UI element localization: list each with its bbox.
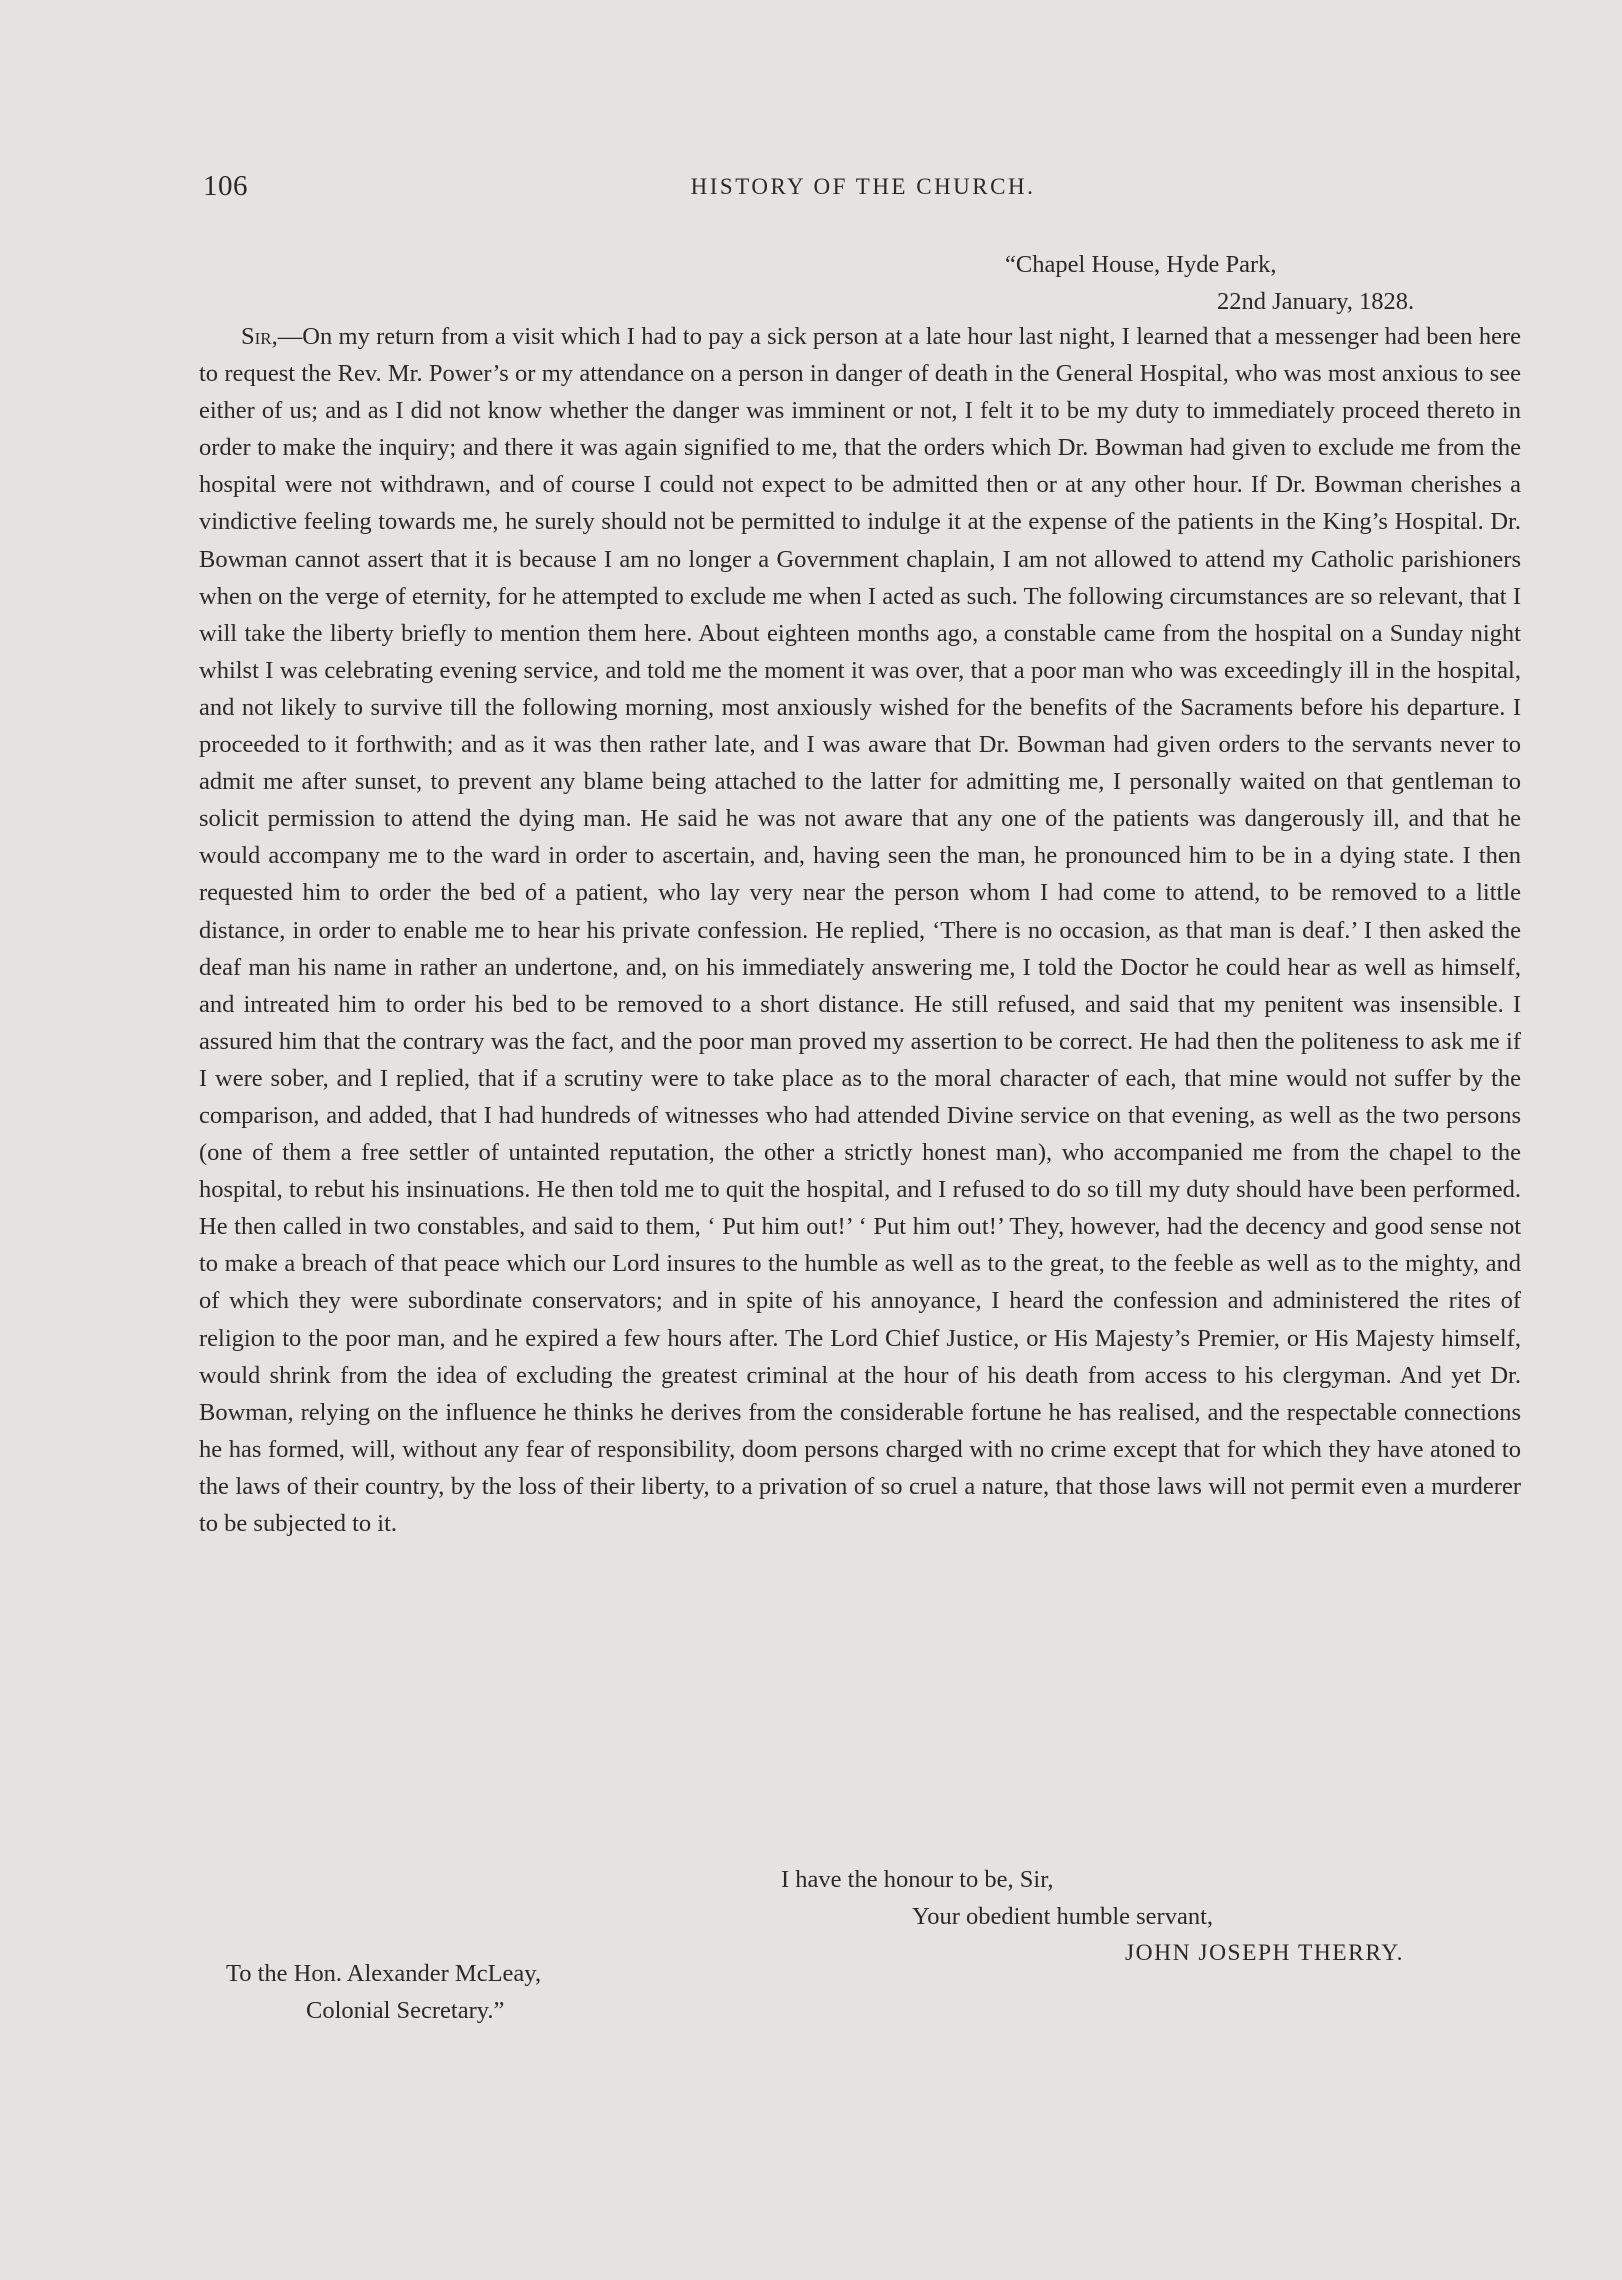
address-line-2: Colonial Secretary.” [306, 1997, 505, 2024]
signature: JOHN JOSEPH THERRY. [1125, 1940, 1405, 1966]
salutation: Sir, [241, 323, 278, 350]
letter-body-text: —On my return from a visit which I had to pay a sick person at a late hour last night, I learned that a messenger had been here to request the Rev. Mr. Power’s or my attendance on a person in danger of death in the General Hospital, who was most anxious to see either of us; and as I did not know whether the danger was imminent or not, I felt it to be my duty to immediately proceed thereto in order to make the inquiry; and there it was again signified to me, that the orders which Dr. Bowman had given to exclude me from the hospital were not withdrawn, and of course I could not expect to be admitted then or at any other hour. If Dr. Bowman cherishes a vindictive feeling towards me, he surely should not be permitted to indulge it at the expense of the patients in the King’s Hospital. Dr. Bowman cannot assert that it is because I am no longer a Government chaplain, I am not allowed to attend my Catholic parishioners when on the verge of eternity, for he attempted to exclude me when I acted as such. The following circumstances are so relevant, that I will take the liberty briefly to mention them here. About eighteen months ago, a constable came from the hospital on a Sunday night whilst I was celebrating evening service, and told me the moment it was over, that a poor man who was exceedingly ill in the hospital, and not likely to survive till the following morning, most anxiously wished for the benefits of the Sacraments before his departure. I proceeded to it forthwith; and as it was then rather late, and I was aware that Dr. Bowman had given orders to the servants never to admit me after sunset, to prevent any blame being attached to the latter for admitting me, I personally waited on that gentleman to solicit permission to attend the dying man. He said he was not aware that any one of the patients was dangerously ill, and that he would accompany me to the ward in order to ascertain, and, having seen the man, he pronounced him to be in a dying state. I then requested him to order the bed of a patient, who lay very near the person whom I had come to attend, to be removed to a little distance, in order to enable me to hear his private confession. He replied, ‘There is no occasion, as that man is deaf.’ I then asked the deaf man his name in rather an undertone, and, on his immediately answering me, I told the Doctor he could hear as well as himself, and intreated him to order his bed to be removed to a short distance. He still refused, and said that my penitent was insensible. I assured him that the contrary was the fact, and the poor man proved my assertion to be correct. He had then the politeness to ask me if I were sober, and I replied, that if a scrutiny were to take place as to the moral character of each, that mine would not suffer by the comparison, and added, that I had hundreds of witnesses who had attended Divine service on that evening, as well as the two persons (one of them a free settler of untainted reputation, the other a strictly honest man), who accompanied me from the chapel to the hospital, to rebut his insinuations. He then told me to quit the hospital, and I refused to do so till my duty should have been performed. He then called in two constables, and said to them, ‘ Put him out!’ ‘ Put him out!’ They, however, had the decency and good sense not to make a breach of that peace which our Lord insures to the humble as well as to the great, to the feeble as well as to the mighty, and of which they were subordinate conservators; and in spite of his annoyance, I heard the confession and administered the rites of religion to the poor man, and he expired a few hours after. The Lord Chief Justice, or His Majesty’s Premier, or His Majesty himself, would shrink from the idea of excluding the greatest criminal at the hour of his death from access to his clergyman. And yet Dr. Bowman, relying on the influence he thinks he derives from the considerable fortune he has realised, and the respectable connections he has formed, will, without any fear of responsibility, doom persons charged with no crime except that for which they have atoned to the laws of their country, by the loss of their liberty, to a privation of so cruel a nature, that those laws will not permit even a murderer to be subjected to it. [199, 323, 1521, 1537]
recipient-address [226, 1955, 541, 2029]
closing-line-2: Your obedient humble servant, [912, 1903, 1213, 1930]
closing-line-1: I have the honour to be, Sir, [781, 1866, 1054, 1893]
dateline-place: “Chapel House, Hyde Park, [1005, 251, 1277, 278]
page-header [203, 170, 1523, 210]
letter-dateline [203, 246, 1523, 320]
letter-body [199, 318, 1521, 1542]
running-title: HISTORY OF THE CHURCH. [690, 174, 1036, 199]
dateline-date: 22nd January, 1828. [1217, 288, 1415, 315]
page-number: 106 [203, 170, 248, 202]
address-line-1: To the Hon. Alexander McLeay, [226, 1960, 542, 1987]
